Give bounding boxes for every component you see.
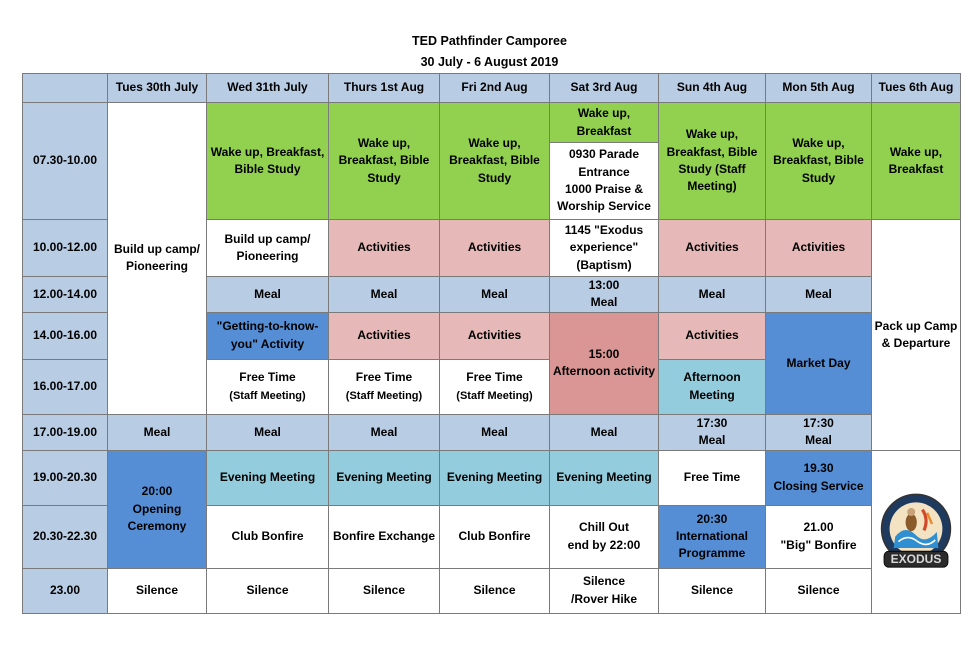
cell-sun-meal: Meal <box>659 277 766 313</box>
cell-wed-silence: Silence <box>207 568 329 613</box>
schedule-table <box>22 73 961 614</box>
cell-fri-activities: Activities <box>440 312 550 359</box>
time-slot: 07.30-10.00 <box>23 103 108 220</box>
cell-fri-activities: Activities <box>440 220 550 277</box>
cell-sat-meal: 13:00 Meal <box>550 277 659 313</box>
cell-fri-wake: Wake up, Breakfast, Bible Study <box>440 103 550 220</box>
time-slot: 12.00-14.00 <box>23 277 108 313</box>
cell-wed-evening: Evening Meeting <box>207 450 329 505</box>
time-slot: 19.00-20.30 <box>23 450 108 505</box>
cell-sun-activities: Activities <box>659 220 766 277</box>
cell-sat-meal: Meal <box>550 414 659 450</box>
day-header: Wed 31th July <box>207 74 329 103</box>
cell-sat-chill: Chill Out end by 22:00 <box>550 505 659 568</box>
free-time-label: Free Time <box>466 370 523 385</box>
cell-wed-getting-to-know: "Getting-to-know-you" Activity <box>207 312 329 359</box>
cell-mon-bonfire: 21.00 "Big" Bonfire <box>766 505 872 568</box>
cell-tue30-silence: Silence <box>108 568 207 613</box>
time-slot: 16.00-17.00 <box>23 359 108 414</box>
cell-thu-silence: Silence <box>329 568 440 613</box>
cell-wed-free <box>207 359 329 414</box>
cell-tue30-opening: 20:00 Opening Ceremony <box>108 450 207 568</box>
date-range: 30 July - 6 August 2019 <box>420 55 559 69</box>
cell-mon-wake: Wake up, Breakfast, Bible Study <box>766 103 872 220</box>
staff-meeting-note: (Staff Meeting) <box>229 389 306 402</box>
cell-sat-wake: Wake up, Breakfast <box>550 103 659 143</box>
cell-mon-meal: 17:30 Meal <box>766 414 872 450</box>
cell-thu-bonfire: Bonfire Exchange <box>329 505 440 568</box>
cell-thu-evening: Evening Meeting <box>329 450 440 505</box>
day-header: Sat 3rd Aug <box>550 74 659 103</box>
time-slot: 14.00-16.00 <box>23 312 108 359</box>
cell-sun-wake: Wake up, Breakfast, Bible Study (Staff Meeting) <box>659 103 766 220</box>
cell-tue6-wake: Wake up, Breakfast <box>872 103 961 220</box>
cell-thu-meal: Meal <box>329 277 440 313</box>
cell-wed-meal: Meal <box>207 277 329 313</box>
cell-sun-free: Free Time <box>659 450 766 505</box>
cell-sun-meal: 17:30 Meal <box>659 414 766 450</box>
day-header: Sun 4th Aug <box>659 74 766 103</box>
cell-tue6-pack: Pack up Camp & Departure <box>872 220 961 451</box>
cell-wed-build: Build up camp/ Pioneering <box>207 220 329 277</box>
day-header: Fri 2nd Aug <box>440 74 550 103</box>
exodus-camporee-logo-icon <box>876 492 956 572</box>
cell-thu-meal: Meal <box>329 414 440 450</box>
staff-meeting-note: (Staff Meeting) <box>456 389 533 402</box>
cell-wed-bonfire: Club Bonfire <box>207 505 329 568</box>
cell-sat-afternoon: 15:00 Afternoon activity <box>550 312 659 414</box>
cell-sat-exodus: 1145 "Exodus experience" (Baptism) <box>550 220 659 277</box>
day-header: Tues 30th July <box>108 74 207 103</box>
time-slot: 17.00-19.00 <box>23 414 108 450</box>
cell-thu-activities: Activities <box>329 220 440 277</box>
cell-fri-free <box>440 359 550 414</box>
day-header: Mon 5th Aug <box>766 74 872 103</box>
cell-sun-international: 20:30 International Programme <box>659 505 766 568</box>
cell-thu-activities: Activities <box>329 312 440 359</box>
page-title: TED Pathfinder Camporee <box>412 34 567 48</box>
cell-wed-meal: Meal <box>207 414 329 450</box>
staff-meeting-note: (Staff Meeting) <box>345 389 423 402</box>
cell-logo <box>872 450 961 613</box>
cell-mon-closing: 19.30 Closing Service <box>766 450 872 505</box>
free-time-label: Free Time <box>355 370 413 385</box>
cell-thu-wake: Wake up, Breakfast, Bible Study <box>329 103 440 220</box>
cell-sun-silence: Silence <box>659 568 766 613</box>
cell-tue30-build: Build up camp/ Pioneering <box>108 103 207 415</box>
cell-sun-afternoon-meeting: Afternoon Meeting <box>659 359 766 414</box>
cell-sat-evening: Evening Meeting <box>550 450 659 505</box>
cell-mon-activities: Activities <box>766 220 872 277</box>
cell-sat-silence: Silence /Rover Hike <box>550 568 659 613</box>
cell-mon-silence: Silence <box>766 568 872 613</box>
cell-fri-bonfire: Club Bonfire <box>440 505 550 568</box>
cell-wed-wake: Wake up, Breakfast, Bible Study <box>207 103 329 220</box>
day-header: Tues 6th Aug <box>872 74 961 103</box>
cell-sun-activities: Activities <box>659 312 766 359</box>
corner-cell <box>23 74 108 103</box>
cell-fri-meal: Meal <box>440 414 550 450</box>
cell-mon-market-day: Market Day <box>766 312 872 414</box>
cell-thu-free <box>329 359 440 414</box>
cell-fri-silence: Silence <box>440 568 550 613</box>
cell-fri-meal: Meal <box>440 277 550 313</box>
day-header: Thurs 1st Aug <box>329 74 440 103</box>
time-slot: 23.00 <box>23 568 108 613</box>
cell-sat-parade: 0930 Parade Entrance 1000 Praise & Worship Service <box>550 143 659 220</box>
cell-mon-meal: Meal <box>766 277 872 313</box>
time-slot: 10.00-12.00 <box>23 220 108 277</box>
time-slot: 20.30-22.30 <box>23 505 108 568</box>
cell-tue30-meal: Meal <box>108 414 207 450</box>
free-time-label: Free Time <box>239 370 296 385</box>
logo-text: EXODUS <box>890 551 942 566</box>
cell-fri-evening: Evening Meeting <box>440 450 550 505</box>
